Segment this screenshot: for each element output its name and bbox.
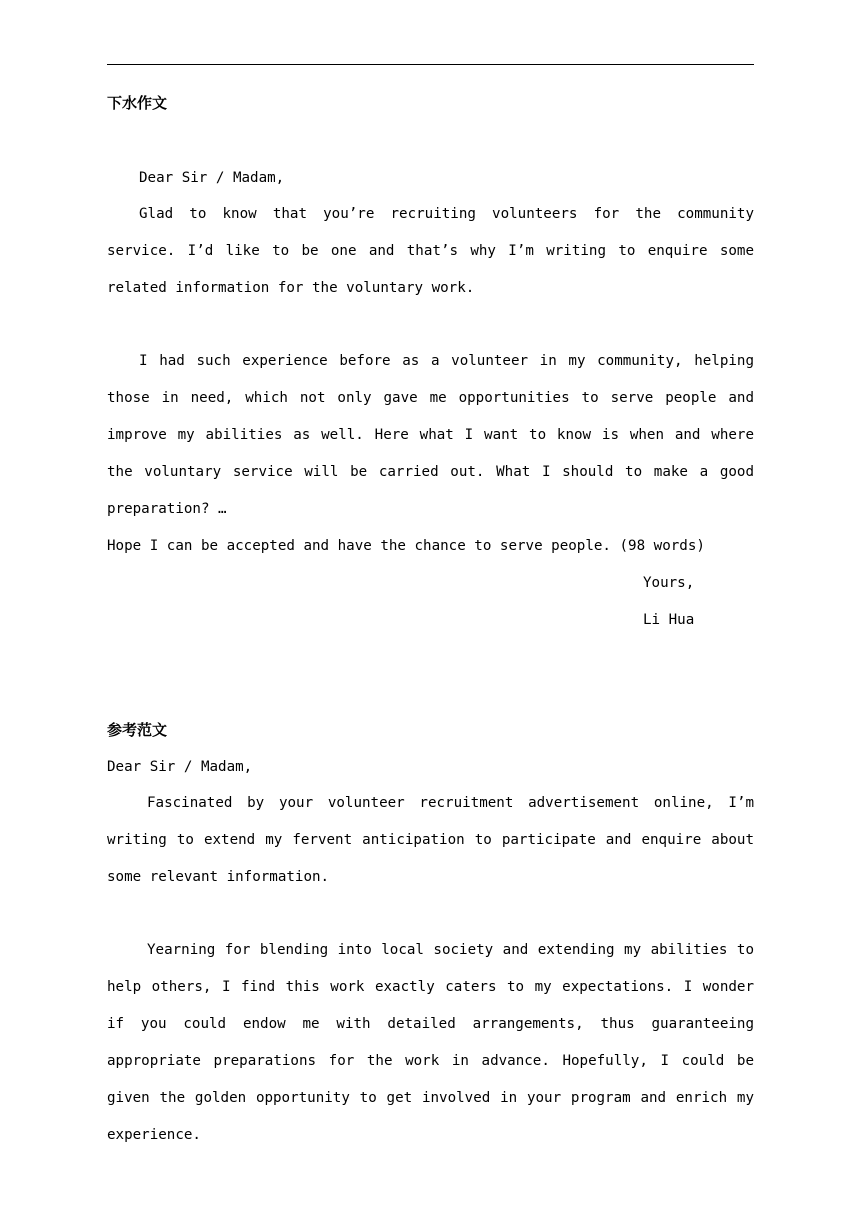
sample-salutation: Dear Sir / Madam, xyxy=(107,759,253,775)
letter-salutation: Dear Sir / Madam, xyxy=(139,170,285,186)
section-heading-sample: 参考范文 xyxy=(107,721,168,739)
section-heading-draft: 下水作文 xyxy=(107,94,168,112)
letter-sign-off: Yours, xyxy=(643,575,695,591)
letter-closing-line: Hope I can be accepted and have the chance to serve people. (98 words) xyxy=(107,538,705,554)
header-rule xyxy=(107,64,754,65)
sample-paragraph-2: Yearning for blending into local society and extending my abilities to help others, I find this work exactly caters to my expectations. I wonder if you could endow me with detailed arrangements, thus guaranteeing appropriate preparations for the work in advance. Hopefully, I could be given the golden opportunity to get involved in your program and enrich my experience. xyxy=(107,942,754,1143)
letter-signature: Li Hua xyxy=(643,612,695,628)
letter-paragraph-2: I had such experience before as a volunteer in my community, helping those in need, which not only gave me opportunities to serve people and improve my abilities as well. Here what I want to know is when and where the voluntary service will be carried out. What I should to make a good preparation? … xyxy=(107,353,754,517)
sample-paragraph-1: Fascinated by your volunteer recruitment advertisement online, I’m writing to extend my fervent anticipation to participate and enquire about some relevant information. xyxy=(107,795,754,885)
letter-paragraph-1: Glad to know that you’re recruiting volunteers for the community service. I’d like to be one and that’s why I’m writing to enquire some related information for the voluntary work. xyxy=(107,206,754,296)
